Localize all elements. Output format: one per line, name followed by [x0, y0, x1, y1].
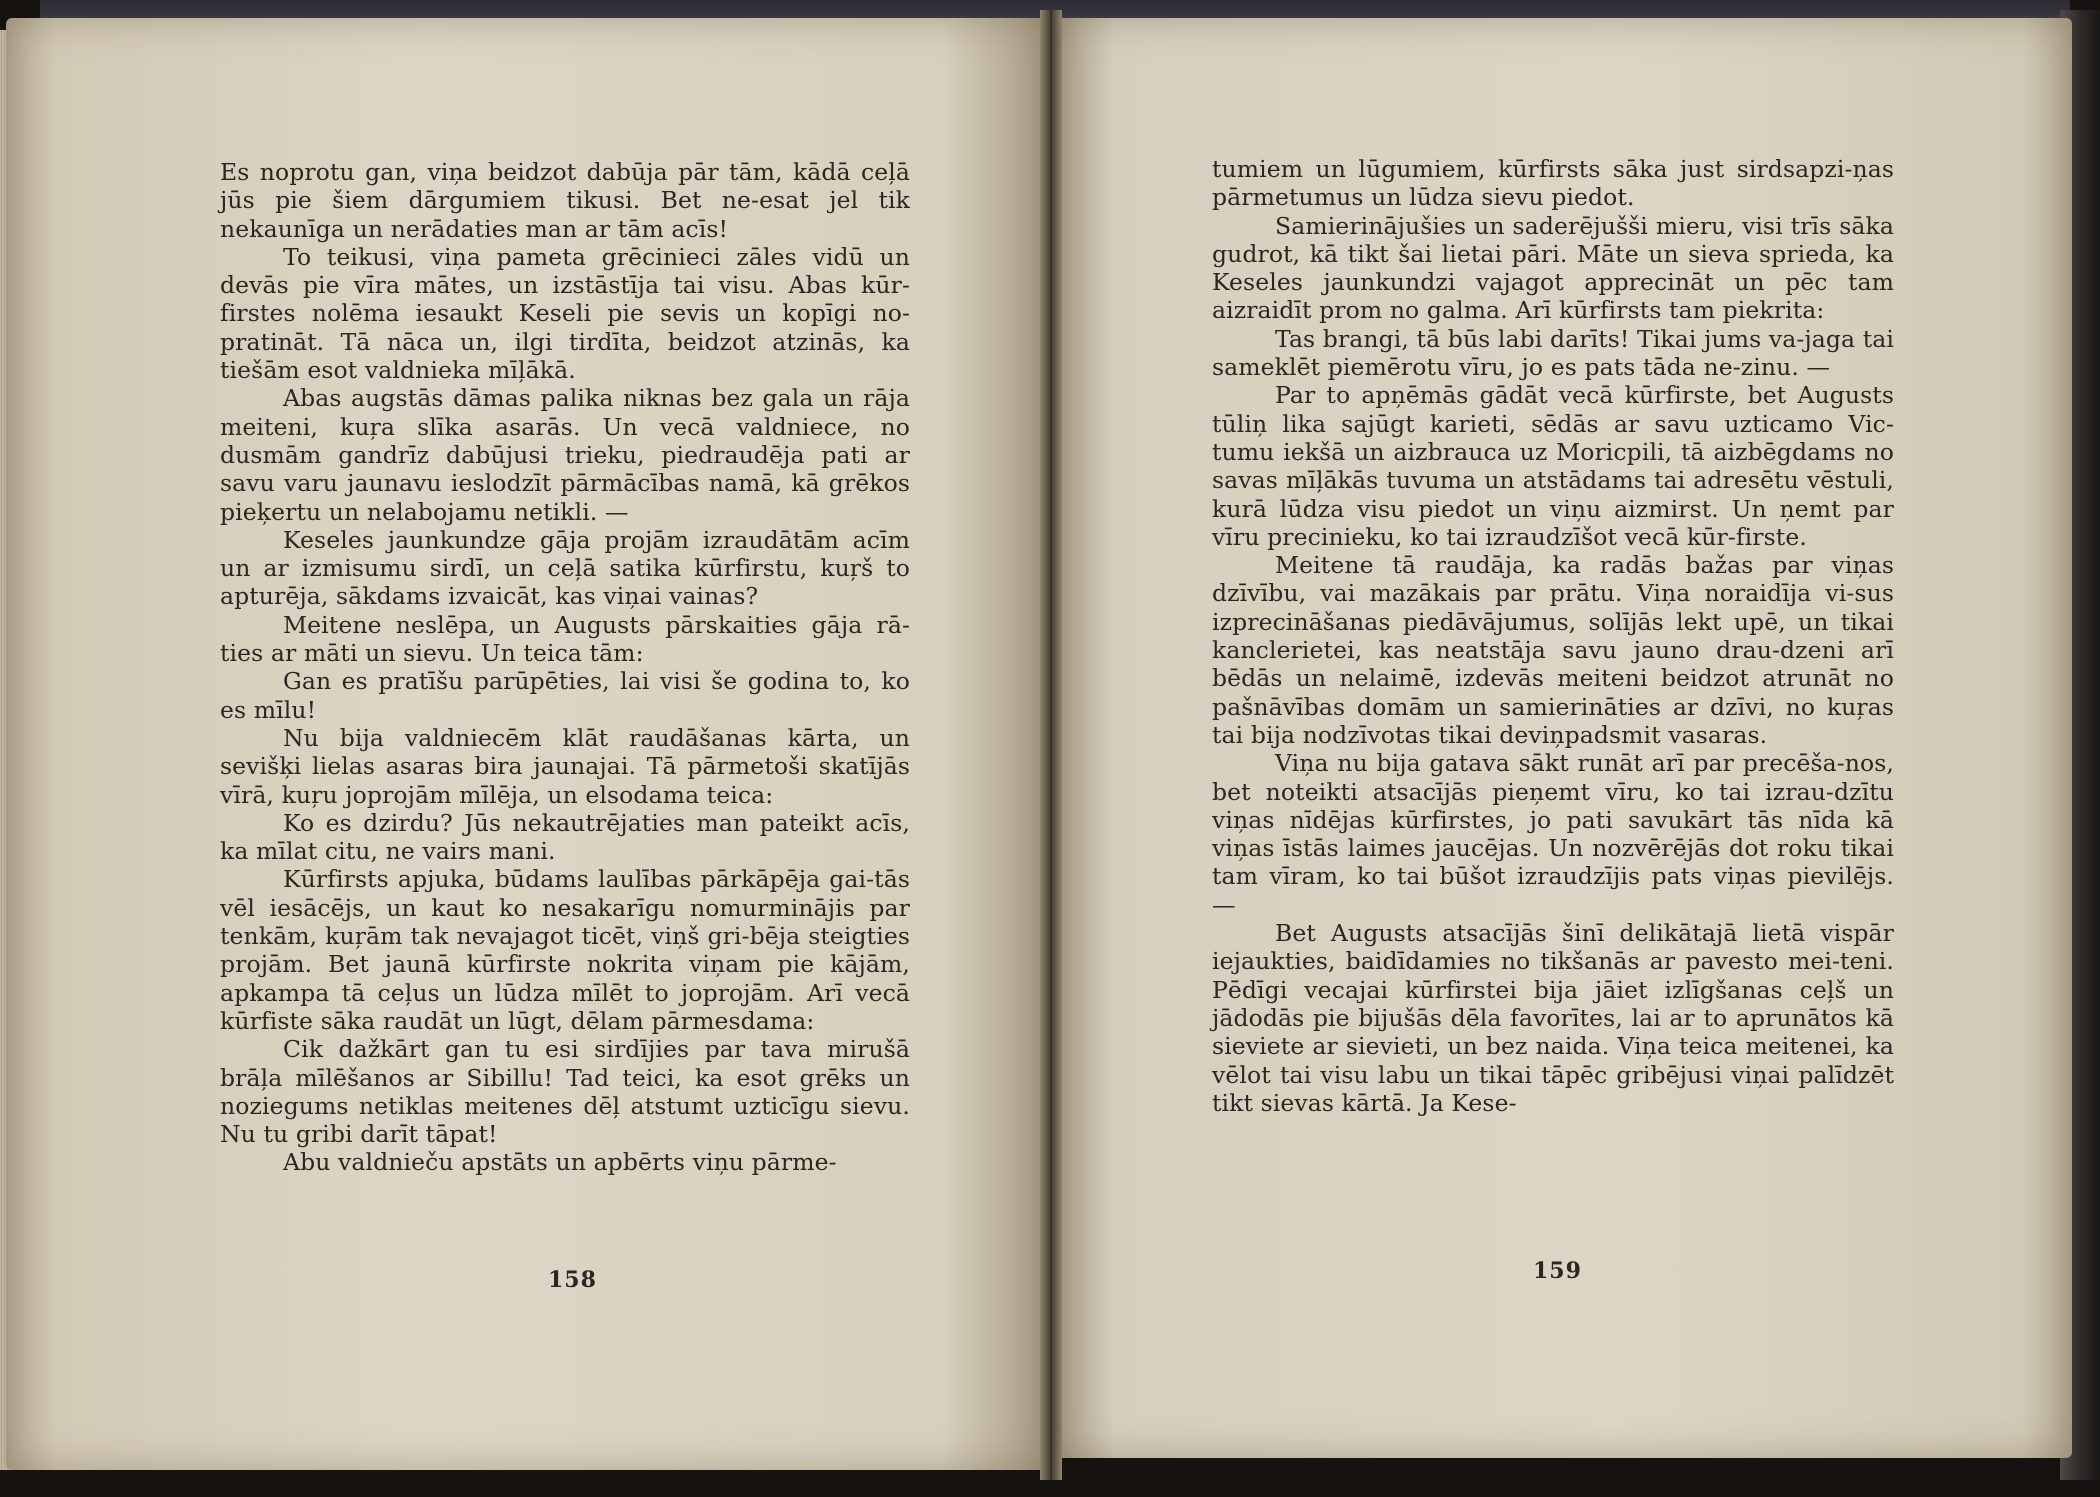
- paragraph: Cik dažkārt gan tu esi sirdījies par tava mirušā brāļa mīlēšanos ar Sibillu! Tad teici, ka esot grēks un noziegums netiklas meitenes dēļ atstumt uzticīgu sievu. Nu tu gribi darīt tāpat!: [220, 1035, 910, 1149]
- paragraph: Ko es dzirdu? Jūs nekautrējaties man pateikt acīs, ka mīlat citu, ne vairs mani.: [220, 808, 910, 866]
- paragraph: Es noprotu gan, viņa beidzot dabūja pār tām, kādā ceļā jūs pie šiem dārgumiem tikusi. Bet ne-esat jel tik nekaunīga un nerādaties man ar tām acīs!: [220, 158, 910, 243]
- paragraph: Viņa nu bija gatava sākt runāt arī par precēša-nos, bet noteikti atsacījās pieņemt vīru, ko tai izrau-dzītu viņas nīdējas kūrfirstes, jo pati savukārt tās nīda kā viņas īstās laimes jaucējas. Un nozvērējās dot roku tikai tam vīram, ko tai būšot izraudzījis pats viņas pievilējs. —: [1212, 749, 1894, 919]
- paragraph: Tas brangi, tā būs labi darīts! Tikai jums va-jaga tai sameklēt piemērotu vīru, jo es pats tāda ne-zinu. —: [1212, 324, 1894, 382]
- paragraph: Gan es pratīšu parūpēties, lai visi še godina to, ko es mīlu!: [220, 667, 910, 724]
- paragraph: Kūrfirsts apjuka, būdams laulības pārkāpēja gai-tās vēl iesācējs, un kaut ko nesakarīgu nomurminājis par tenkām, kuŗām tak nevajagot ticēt, viņš gri-bēja steigties projām. Bet jaunā kūrfirste nokrita viņam pie kājām, apkampa tā ceļus un lūdza mīlēt to joprojām. Arī vecā kūrfiste sāka raudāt un lūgt, dēlam pārmesdama:: [220, 865, 910, 1035]
- paragraph: Samierinājušies un saderējušši mieru, visi trīs sāka gudrot, kā tikt šai lietai pāri. Māte un sieva sprieda, ka Keseles jaunkundzi vajagot apprecināt un pēc tam aizraidīt prom no galma. Arī kūrfirsts tam piekrita:: [1212, 211, 1894, 325]
- paragraph: Keseles jaunkundze gāja projām izraudātām acīm un ar izmisumu sirdī, un ceļā satika kūrfirstu, kuŗš to apturēja, sākdams izvaicāt, kas viņai vainas?: [220, 525, 910, 611]
- paragraph: Meitene tā raudāja, ka radās bažas par viņas dzīvību, vai mazākais par prātu. Viņa noraidīja vi-sus izprecināšanas piedāvājumus, solījās lekt upē, un tikai kanclerietei, kas neatstāja savu jauno drau-dzeni arī bēdās un nelaimē, izdevās meiteni beidzot atrunāt no pašnāvības domām un samierināties ar dzīvi, no kuŗas tai bija nodzīvotas tikai deviņpadsmit vasaras.: [1212, 551, 1894, 749]
- paragraph: Nu bija valdniecēm klāt raudāšanas kārta, un sevišķi lielas asaras bira jaunajai. Tā pārmetoši skatījās vīrā, kuŗu joprojām mīlēja, un elsodama teica:: [220, 723, 910, 809]
- paragraph: Meitene neslēpa, un Augusts pārskaities gāja rā-ties ar māti un sievu. Un teica tām:: [220, 610, 910, 668]
- book-gutter: [1040, 10, 1062, 1480]
- right-page-text: [1212, 155, 1894, 1117]
- paragraph: tumiem un lūgumiem, kūrfirsts sāka just sirdsapzi-ņas pārmetumus un lūdza sievu piedot.: [1212, 155, 1894, 212]
- paragraph: Par to apņēmās gādāt vecā kūrfirste, bet Augusts tūliņ lika sajūgt karieti, sēdās ar savu uzticamo Vic-tumu iekšā un aizbrauca uz Moricpili, tā aizbēgdams no savas mīļākās tuvuma un atstādams tai adresētu vēstuli, kurā lūdza visu piedot un viņu aizmirst. Un ņemt par vīru precinieku, ko tai izraudzīšot vecā kūr-firste.: [1212, 381, 1894, 551]
- left-page-text: [220, 158, 910, 1177]
- page-number: 158: [548, 1267, 597, 1293]
- paragraph: To teikusi, viņa pameta grēcinieci zāles vidū un devās pie vīra mātes, un izstāstīja tai visu. Abas kūr-firstes nolēma iesaukt Keseli pie sevis un kopīgi no-pratināt. Tā nāca un, ilgi tirdīta, beidzot atzinās, ka tiešām esot valdnieka mīļākā.: [220, 242, 910, 385]
- paragraph: Bet Augusts atsacījās šinī delikātajā lietā vispār iejaukties, baidīdamies no tikšanās ar pavesto mei-teni. Pēdīgi vecajai kūrfirstei bija jāiet izlīgšanas ceļš un jādodās pie bijušās dēla favorītes, lai ar to aprunātos kā sieviete ar sievieti, un bez naida. Viņa teica meitenei, ka vēlot tai visu labu un tikai tāpēc gribējusi viņai palīdzēt tikt sievas kārtā. Ja Kese-: [1212, 919, 1894, 1117]
- paragraph: Abu valdnieču apstāts un apbērts viņu pārme-: [283, 1148, 837, 1177]
- paragraph: Abas augstās dāmas palika niknas bez gala un rāja meiteni, kuŗa slīka asarās. Un vecā valdniece, no dusmām gandrīz dabūjusi trieku, piedraudēja pati ar savu varu jaunavu ieslodzīt pārmācības namā, kā grēkos pieķertu un nelabojamu netikli. —: [220, 384, 910, 526]
- page-number: 159: [1533, 1258, 1582, 1284]
